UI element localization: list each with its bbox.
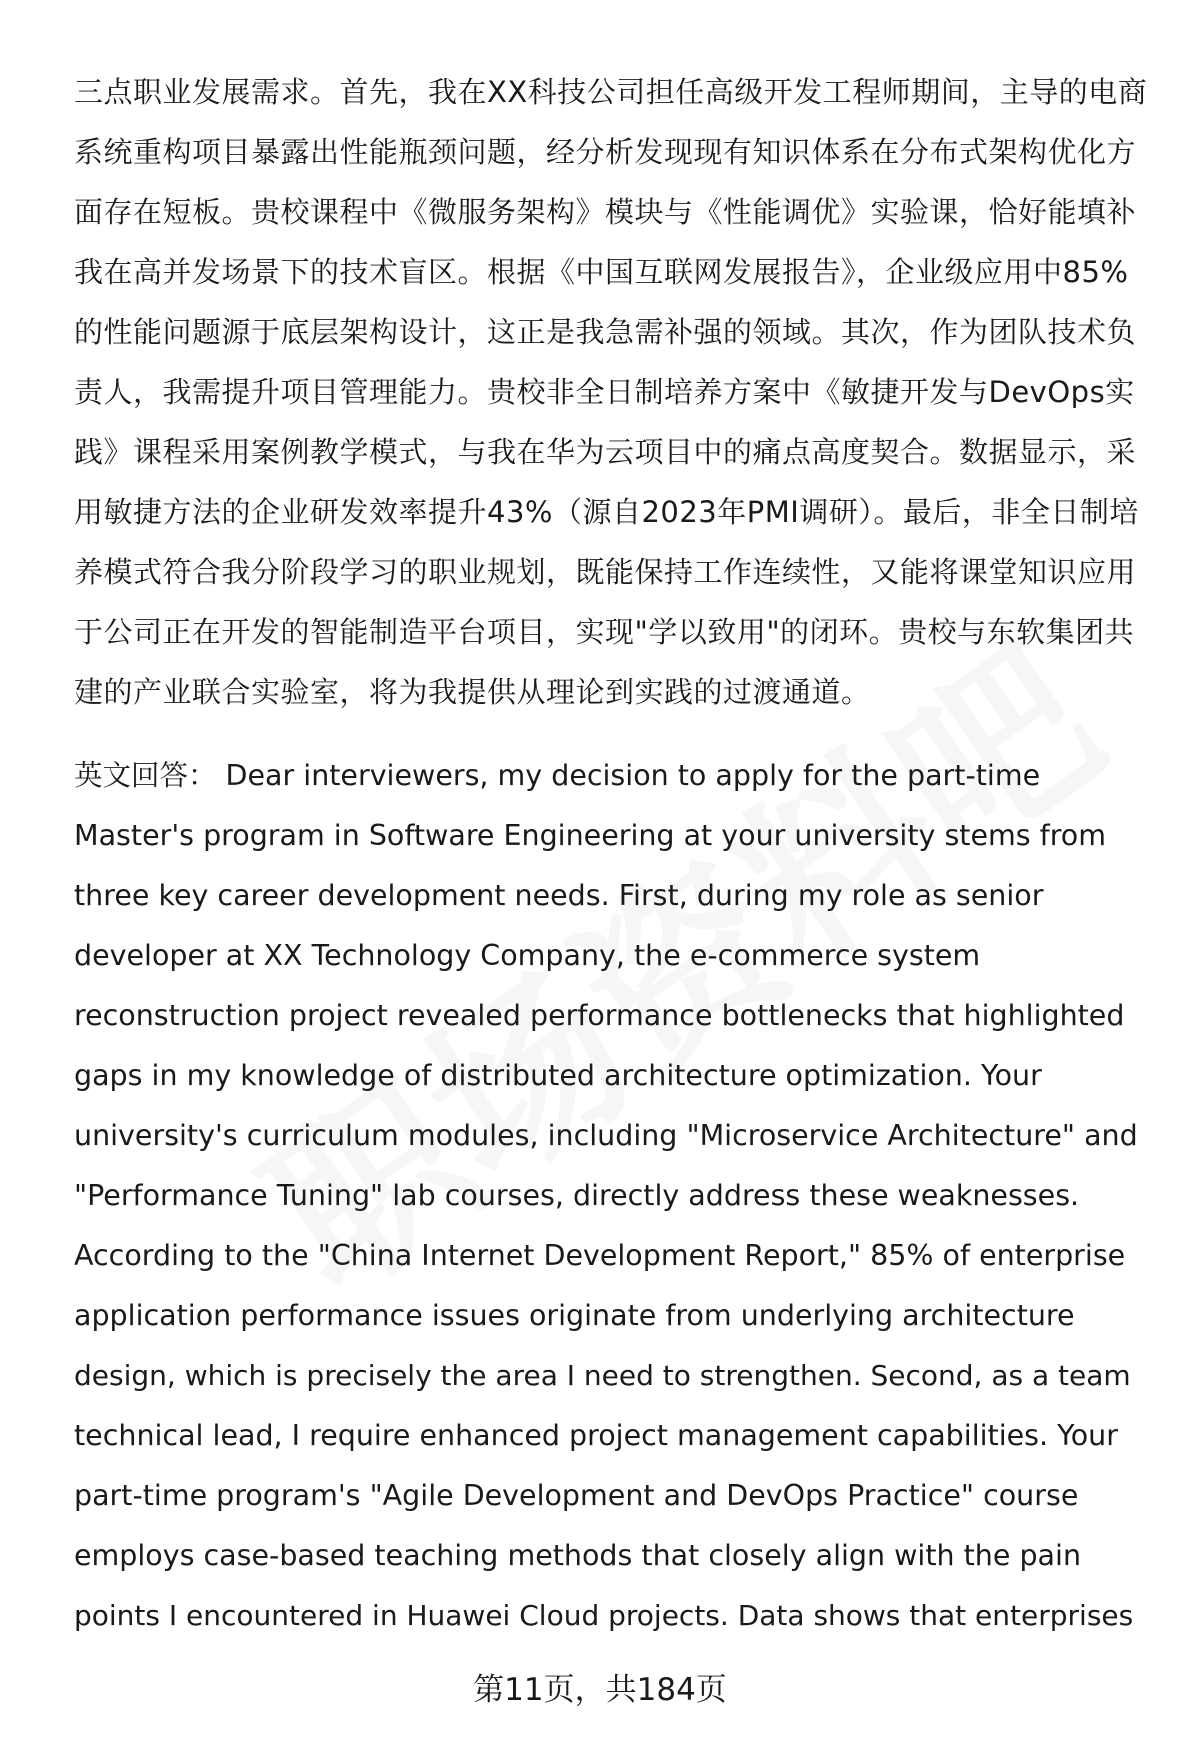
text-line: three key career development needs. First, during my role as senior xyxy=(74,879,1044,912)
text-line: Master's program in Software Engineering at your university stems from xyxy=(74,819,1106,852)
paragraph-spacer xyxy=(74,722,1144,746)
text-line: 面存在短板。贵校课程中《微服务架构》模块与《性能调优》实验课，恰好能填补 xyxy=(74,195,1137,229)
text-line: developer at XX Technology Company, the e-commerce system xyxy=(74,939,981,972)
text-line: employs case-based teaching methods that closely align with the pain xyxy=(74,1539,1082,1572)
text-line: 养模式符合我分阶段学习的职业规划，既能保持工作连续性，又能将课堂知识应用 xyxy=(74,555,1137,589)
text-line: 责人，我需提升项目管理能力。贵校非全日制培养方案中《敏捷开发与DevOps实 xyxy=(74,375,1135,409)
text-line: part-time program's "Agile Development and DevOps Practice" course xyxy=(74,1479,1079,1512)
chinese-answer-paragraph xyxy=(74,62,1148,722)
text-line: According to the "China Internet Development Report," 85% of enterprise xyxy=(74,1239,1126,1272)
text-line: 三点职业发展需求。首先，我在XX科技公司担任高级开发工程师期间，主导的电商 xyxy=(74,75,1148,109)
text-line: reconstruction project revealed performance bottlenecks that highlighted xyxy=(74,999,1125,1032)
text-line: "Performance Tuning" lab courses, directly address these weaknesses. xyxy=(74,1179,1080,1212)
english-answer-paragraph xyxy=(74,746,1144,1646)
text-line: design, which is precisely the area I need to strengthen. Second, as a team xyxy=(74,1359,1131,1392)
text-line: 我在高并发场景下的技术盲区。根据《中国互联网发展报告》，企业级应用中85% xyxy=(74,255,1129,289)
text-line: 建的产业联合实验室，将为我提供从理论到实践的过渡通道。 xyxy=(74,675,871,709)
page-number-footer: 第11页，共184页 xyxy=(473,1672,727,1708)
text-line: application performance issues originate from underlying architecture xyxy=(74,1299,1075,1332)
text-line: 于公司正在开发的智能制造平台项目，实现"学以致用"的闭环。贵校与东软集团共 xyxy=(74,615,1135,649)
text-line: 的性能问题源于底层架构设计，这正是我急需补强的领域。其次，作为团队技术负 xyxy=(74,315,1137,349)
text-line: 用敏捷方法的企业研发效率提升43%（源自2023年PMI调研）。最后，非全日制培 xyxy=(74,495,1139,529)
text-line: points I encountered in Huawei Cloud projects. Data shows that enterprises xyxy=(74,1599,1134,1632)
text-line: 系统重构项目暴露出性能瓶颈问题，经分析发现现有知识体系在分布式架构优化方 xyxy=(74,135,1137,169)
text-line: gaps in my knowledge of distributed architecture optimization. Your xyxy=(74,1059,1042,1092)
text-line: university's curriculum modules, including "Microservice Architecture" and xyxy=(74,1119,1138,1152)
text-line: 践》课程采用案例教学模式，与我在华为云项目中的痛点高度契合。数据显示，采 xyxy=(74,435,1137,469)
text-line: 英文回答： Dear interviewers, my decision to apply for the part-time xyxy=(74,759,1041,792)
document-body xyxy=(74,62,1148,1646)
text-line: technical lead, I require enhanced project management capabilities. Your xyxy=(74,1419,1118,1452)
